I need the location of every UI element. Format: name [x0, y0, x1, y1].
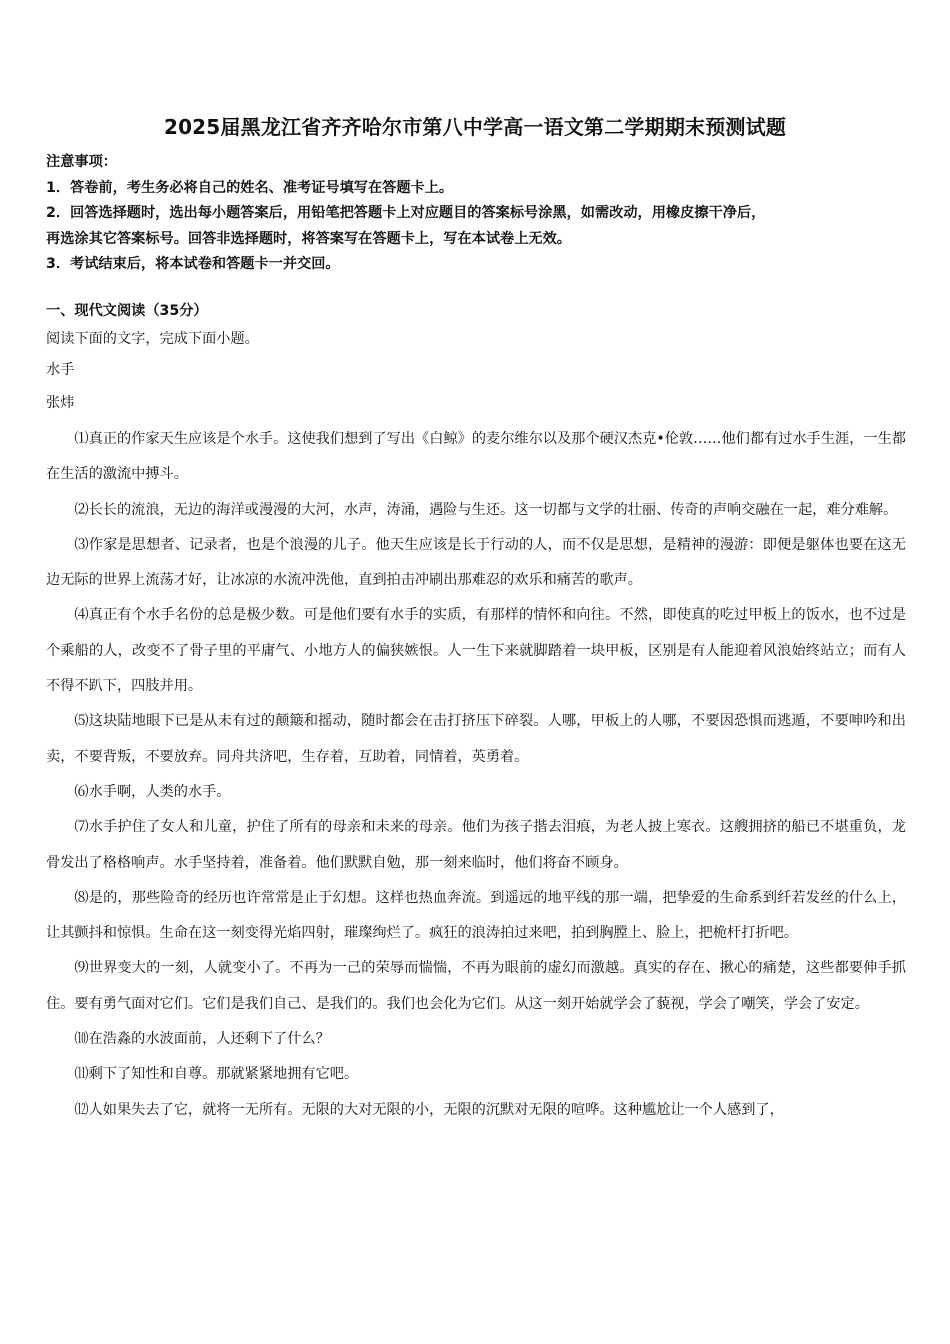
paragraph: ⑵长长的流浪，无边的海洋或漫漫的大河，水声，涛涌，遇险与生还。这一切都与文学的壮丽、传奇的声响交融在一起，难分难解。	[74, 501, 898, 518]
paragraph: ⑴真正的作家天生应该是个水手。这使我们想到了写出《白鲸》的麦尔维尔以及那个硬汉杰克•伦敦……他们都有过水手生涯，一生都在生活的激流中搏斗。	[46, 431, 906, 483]
reading-section	[46, 299, 912, 420]
page-title: 2025届黑龙江省齐齐哈尔市第八中学高一语文第二学期期末预测试题	[163, 115, 787, 139]
paragraph: ⑻是的，那些险奇的经历也许常常是止于幻想。这样也热血奔流。到遥远的地平线的那一端，把挚爱的生命系到纤若发丝的什么上，让其颤抖和惊惧。生命在这一刻变得光焰四射，璀璨绚烂了。疯狂的浪涛拍过来吧，拍到胸膛上、脸上，把桅杆打折吧。	[46, 889, 906, 942]
paragraph: ⑶作家是思想者、记录者，也是个浪漫的儿子。他天生应该是长于行动的人，而不仅是思想，是精神的漫游：即便是躯体也要在这无边无际的世界上流荡才好，让冰凉的水流冲洗他，直到拍击冲刷出那难忍的欢乐和痛苦的歌声。	[46, 536, 906, 589]
paragraph: ⑾剩下了知性和自尊。那就紧紧地拥有它吧。	[74, 1066, 359, 1083]
paragraph: ⑿人如果失去了它，就将一无所有。无限的大对无限的小，无限的沉默对无限的喧哗。这种尴尬让一个人感到了，	[74, 1101, 784, 1118]
story-body	[46, 422, 906, 1128]
notice-block	[46, 150, 912, 278]
paragraph: ⑽在浩淼的水波面前，人还剩下了什么？	[74, 1031, 330, 1048]
notice-line: 再选涂其它答案标号。回答非选择题时，将答案写在答题卡上，写在本试卷上无效。	[46, 230, 571, 247]
section-heading: 一、现代文阅读（35分）	[46, 303, 208, 319]
notice-line: 2．回答选择题时，选出每小题答案后，用铅笔把答题卡上对应题目的答案标号涂黑，如需改动，用橡皮擦干净后，	[46, 205, 766, 221]
story-title: 水手	[46, 362, 75, 378]
paragraph: ⑺水手护住了女人和儿童，护住了所有的母亲和未来的母亲。他们为孩子揩去泪痕，为老人披上寒衣。这艘拥挤的船已不堪重负，龙骨发出了格格响声。水手坚持着，准备着。他们默默自勉，那一刻来临时，他们将奋不顾身。	[46, 819, 906, 871]
notice-line: 1．答卷前，考生务必将自己的姓名、准考证号填写在答题卡上。	[46, 179, 454, 196]
notice-heading: 注意事项：	[46, 154, 117, 170]
paragraph: ⑷真正有个水手名份的总是极少数。可是他们要有水手的实质，有那样的情怀和向往。不然，即使真的吃过甲板上的饭水，也不过是个乘船的人，改变不了骨子里的平庸气、小地方人的偏狭嫉恨。人一生下来就脚踏着一块甲板，区别是有人能迎着风浪始终站立；而有人不得不趴下，四肢并用。	[46, 607, 906, 695]
section-instruction: 阅读下面的文字，完成下面小题。	[46, 331, 259, 347]
story-author: 张炜	[46, 395, 75, 411]
paragraph: ⑸这块陆地眼下已是从未有过的颠簸和摇动，随时都会在击打挤压下碎裂。人哪，甲板上的人哪，不要因恐惧而逃遁，不要呻吟和出卖，不要背叛，不要放弃。同舟共济吧，生存着，互助着，同情着，英勇着。	[46, 713, 906, 765]
paragraph: ⑹水手啊，人类的水手。	[74, 783, 231, 800]
notice-line: 3．考试结束后，将本试卷和答题卡一并交回。	[46, 256, 340, 272]
paragraph: ⑼世界变大的一刻，人就变小了。不再为一己的荣辱而惴惴，不再为眼前的虚幻而激越。真实的存在、揪心的痛楚，这些都要伸手抓住。要有勇气面对它们。它们是我们自己、是我们的。我们也会化为它们。从这一刻开始就学会了藐视，学会了嘲笑，学会了安定。	[46, 960, 906, 1012]
